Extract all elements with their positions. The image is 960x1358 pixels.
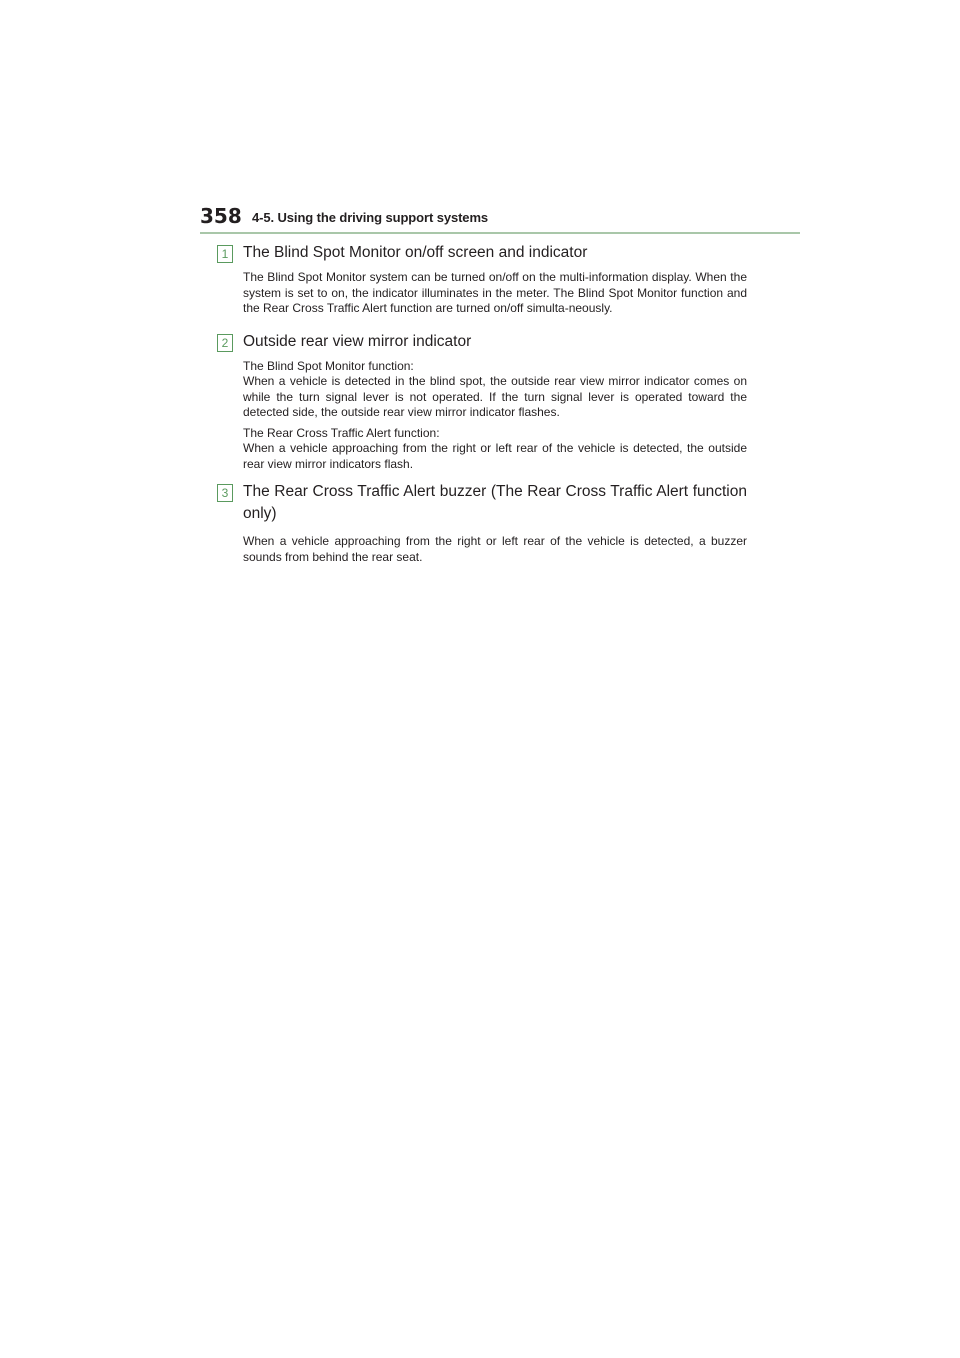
item-number-badge: 2 [217, 334, 233, 352]
item-description [243, 534, 747, 565]
item-description [243, 359, 747, 473]
description-paragraph: When a vehicle approaching from the right or left rear of the vehicle is detected, the outside rear view mirror indicators flash. [243, 441, 747, 471]
description-paragraph: The Blind Spot Monitor system can be turned on/off on the multi-information display. When the system is set to on, the indicator illuminates in the meter. The Blind Spot Monitor function and the Rear Cross Traffic Alert function are turned on/off simulta-neously. [243, 270, 747, 315]
item-number-badge: 3 [217, 484, 233, 502]
item-description [243, 270, 747, 317]
list-item-2 [217, 331, 747, 473]
list-item-1 [217, 242, 747, 317]
content-body [217, 242, 747, 570]
page-number: 358 [200, 204, 242, 228]
description-subheading: The Rear Cross Traffic Alert function: [243, 425, 440, 440]
item-number-badge: 1 [217, 245, 233, 263]
item-title: The Blind Spot Monitor on/off screen and indicator [243, 244, 588, 261]
item-title: The Rear Cross Traffic Alert buzzer (The Rear Cross Traffic Alert function only) [243, 483, 747, 522]
description-paragraph: When a vehicle is detected in the blind spot, the outside rear view mirror indicator comes on while the turn signal lever is not operated. If the turn signal lever is operated toward the detected side, the outside rear view mirror indicator flashes. [243, 374, 747, 419]
header-divider [200, 232, 800, 234]
list-item-3 [217, 481, 747, 565]
section-title: 4-5. Using the driving support systems [252, 210, 489, 225]
description-paragraph: When a vehicle approaching from the right or left rear of the vehicle is detected, a buzzer sounds from behind the rear seat. [243, 534, 747, 564]
description-subheading: The Blind Spot Monitor function: [243, 358, 414, 373]
item-title: Outside rear view mirror indicator [243, 332, 472, 350]
page-header [200, 204, 800, 236]
